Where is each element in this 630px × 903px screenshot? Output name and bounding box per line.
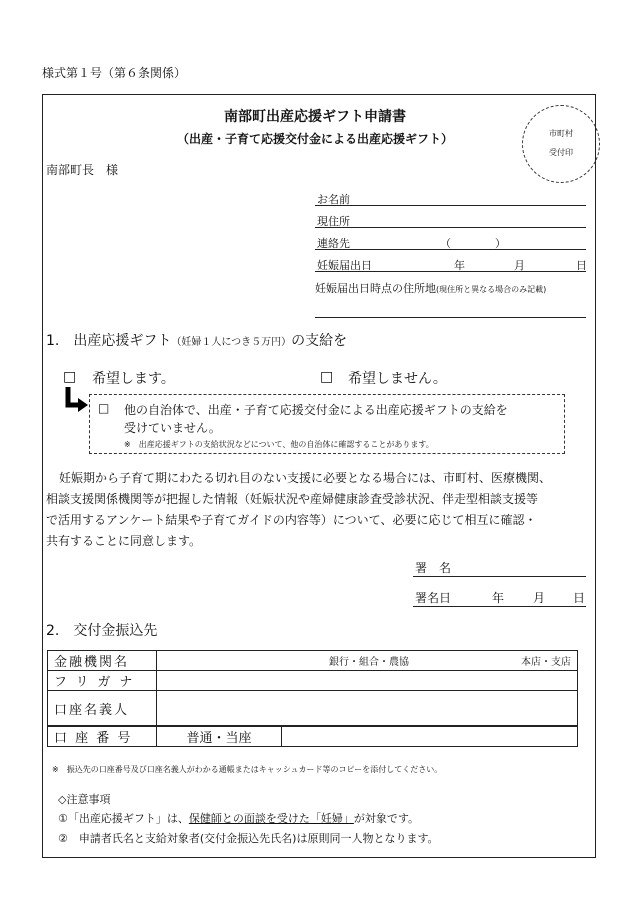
other-note: ※ 出産応援ギフトの支給状況などについて、他の自治体に確認することがあります。 — [124, 440, 434, 449]
signature-year: 年 — [492, 591, 505, 605]
pregnancy-address-note: (現住所と異なる場合のみ記載) — [436, 285, 547, 294]
form-subtitle: （出産・子育て応援交付金による出産応援ギフト） — [176, 132, 453, 146]
other-line2: 受けていません。 — [124, 421, 221, 435]
contact-label: 連絡先 — [317, 237, 350, 250]
checkbox-no[interactable]: □ — [320, 369, 334, 385]
signature-line[interactable] — [413, 576, 586, 577]
note-1-post: が対象です。 — [353, 812, 419, 825]
note-2: ② 申請者氏名と支給対象者(交付金振込先氏名)は原則同一人物となります。 — [58, 832, 439, 845]
note-1-pre: ①「出産応援ギフト」は、 — [58, 812, 189, 825]
addressee: 南部町長 様 — [46, 163, 119, 177]
consent-line4: 共有することに同意します。 — [46, 534, 202, 548]
bank-name-cell[interactable] — [157, 651, 578, 671]
contact-field-line[interactable] — [315, 249, 586, 250]
form-number: 様式第１号（第６条関係） — [42, 66, 187, 80]
pregnancy-address-line[interactable] — [315, 317, 586, 318]
contact-paren: （ ） — [440, 237, 506, 250]
consent-line1: 妊娠期から子育て期にわたる切れ目のない支援に必要となる場合には、市町村、医療機関、 — [59, 471, 552, 485]
note-1 — [58, 810, 419, 826]
account-label: 口 座 番 号 — [48, 726, 157, 747]
furigana-cell[interactable] — [157, 671, 578, 691]
checkbox-other[interactable]: □ — [98, 401, 110, 415]
other-line1: 他の自治体で、出産・子育て応援交付金による出産応援ギフトの支給を — [124, 403, 508, 417]
pregnancy-date-label: 妊娠届出日 — [317, 259, 372, 272]
address-label: 現住所 — [317, 215, 350, 228]
address-field-line[interactable] — [315, 227, 586, 228]
stamp-line1: 市町村 — [549, 129, 573, 138]
holder-cell[interactable] — [157, 691, 578, 727]
pregnancy-day: 日 — [576, 259, 587, 272]
section1-heading-note: （妊婦１人につき５万円） — [171, 337, 292, 348]
checkbox-yes[interactable]: □ — [63, 369, 77, 385]
arrow-down-right-icon — [62, 385, 92, 415]
attach-note: ※ 振込先の口座番号及び口座名義人がわかる通帳またはキャッシュカード等のコピーを添付してください。 — [52, 765, 443, 774]
bank-table — [47, 650, 578, 747]
account-number-cell[interactable] — [282, 726, 578, 747]
signature-label: 署 名 — [415, 561, 452, 575]
consent-line2: 相談支援関係機関等が把握した情報（妊娠状況や産婦健康診査受診状況、伴走型相談支援等 — [46, 492, 539, 506]
bank-label: 金融機関名 — [48, 651, 157, 671]
section1-heading-tail: の支給を — [291, 333, 348, 349]
option-yes-label: 希望します。 — [92, 371, 175, 387]
furigana-label: フリガナ — [48, 671, 157, 691]
stamp-line2: 受付印 — [549, 148, 573, 157]
reception-stamp-circle — [522, 105, 600, 183]
notes-heading: ◇注意事項 — [58, 793, 111, 806]
form-title: 南部町出産応援ギフト申請書 — [224, 109, 406, 125]
name-field-line[interactable] — [315, 205, 586, 206]
bank-types: 銀行・組合・農協 — [329, 657, 409, 668]
pregnancy-year: 年 — [454, 259, 465, 272]
section1-heading-text: 1. 出産応援ギフト — [46, 333, 172, 349]
pregnancy-address-text: 妊娠届出日時点の住所地 — [315, 282, 436, 295]
branch-types: 本店・支店 — [521, 657, 571, 668]
signature-month: 月 — [533, 591, 546, 605]
pregnancy-address-label — [315, 280, 546, 296]
consent-line3: で活用するアンケート結果や子育てガイドの内容等）について、必要に応じて相互に確認・ — [46, 513, 537, 527]
signature-date-line[interactable] — [413, 606, 586, 607]
signature-day: 日 — [573, 591, 586, 605]
section2-heading: 2. 交付金振込先 — [46, 623, 158, 639]
pregnancy-month: 月 — [514, 259, 525, 272]
signature-date-label: 署名日 — [415, 591, 452, 605]
note-1-underlined: 保健師との面談を受けた「妊婦」 — [188, 812, 354, 825]
name-label: お名前 — [317, 193, 350, 206]
section1-heading — [46, 330, 347, 350]
option-no-label: 希望しません。 — [348, 371, 447, 387]
pregnancy-date-line[interactable] — [315, 271, 586, 272]
holder-label: 口座名義人 — [48, 691, 157, 727]
account-type-cell[interactable]: 普通・当座 — [157, 726, 282, 747]
